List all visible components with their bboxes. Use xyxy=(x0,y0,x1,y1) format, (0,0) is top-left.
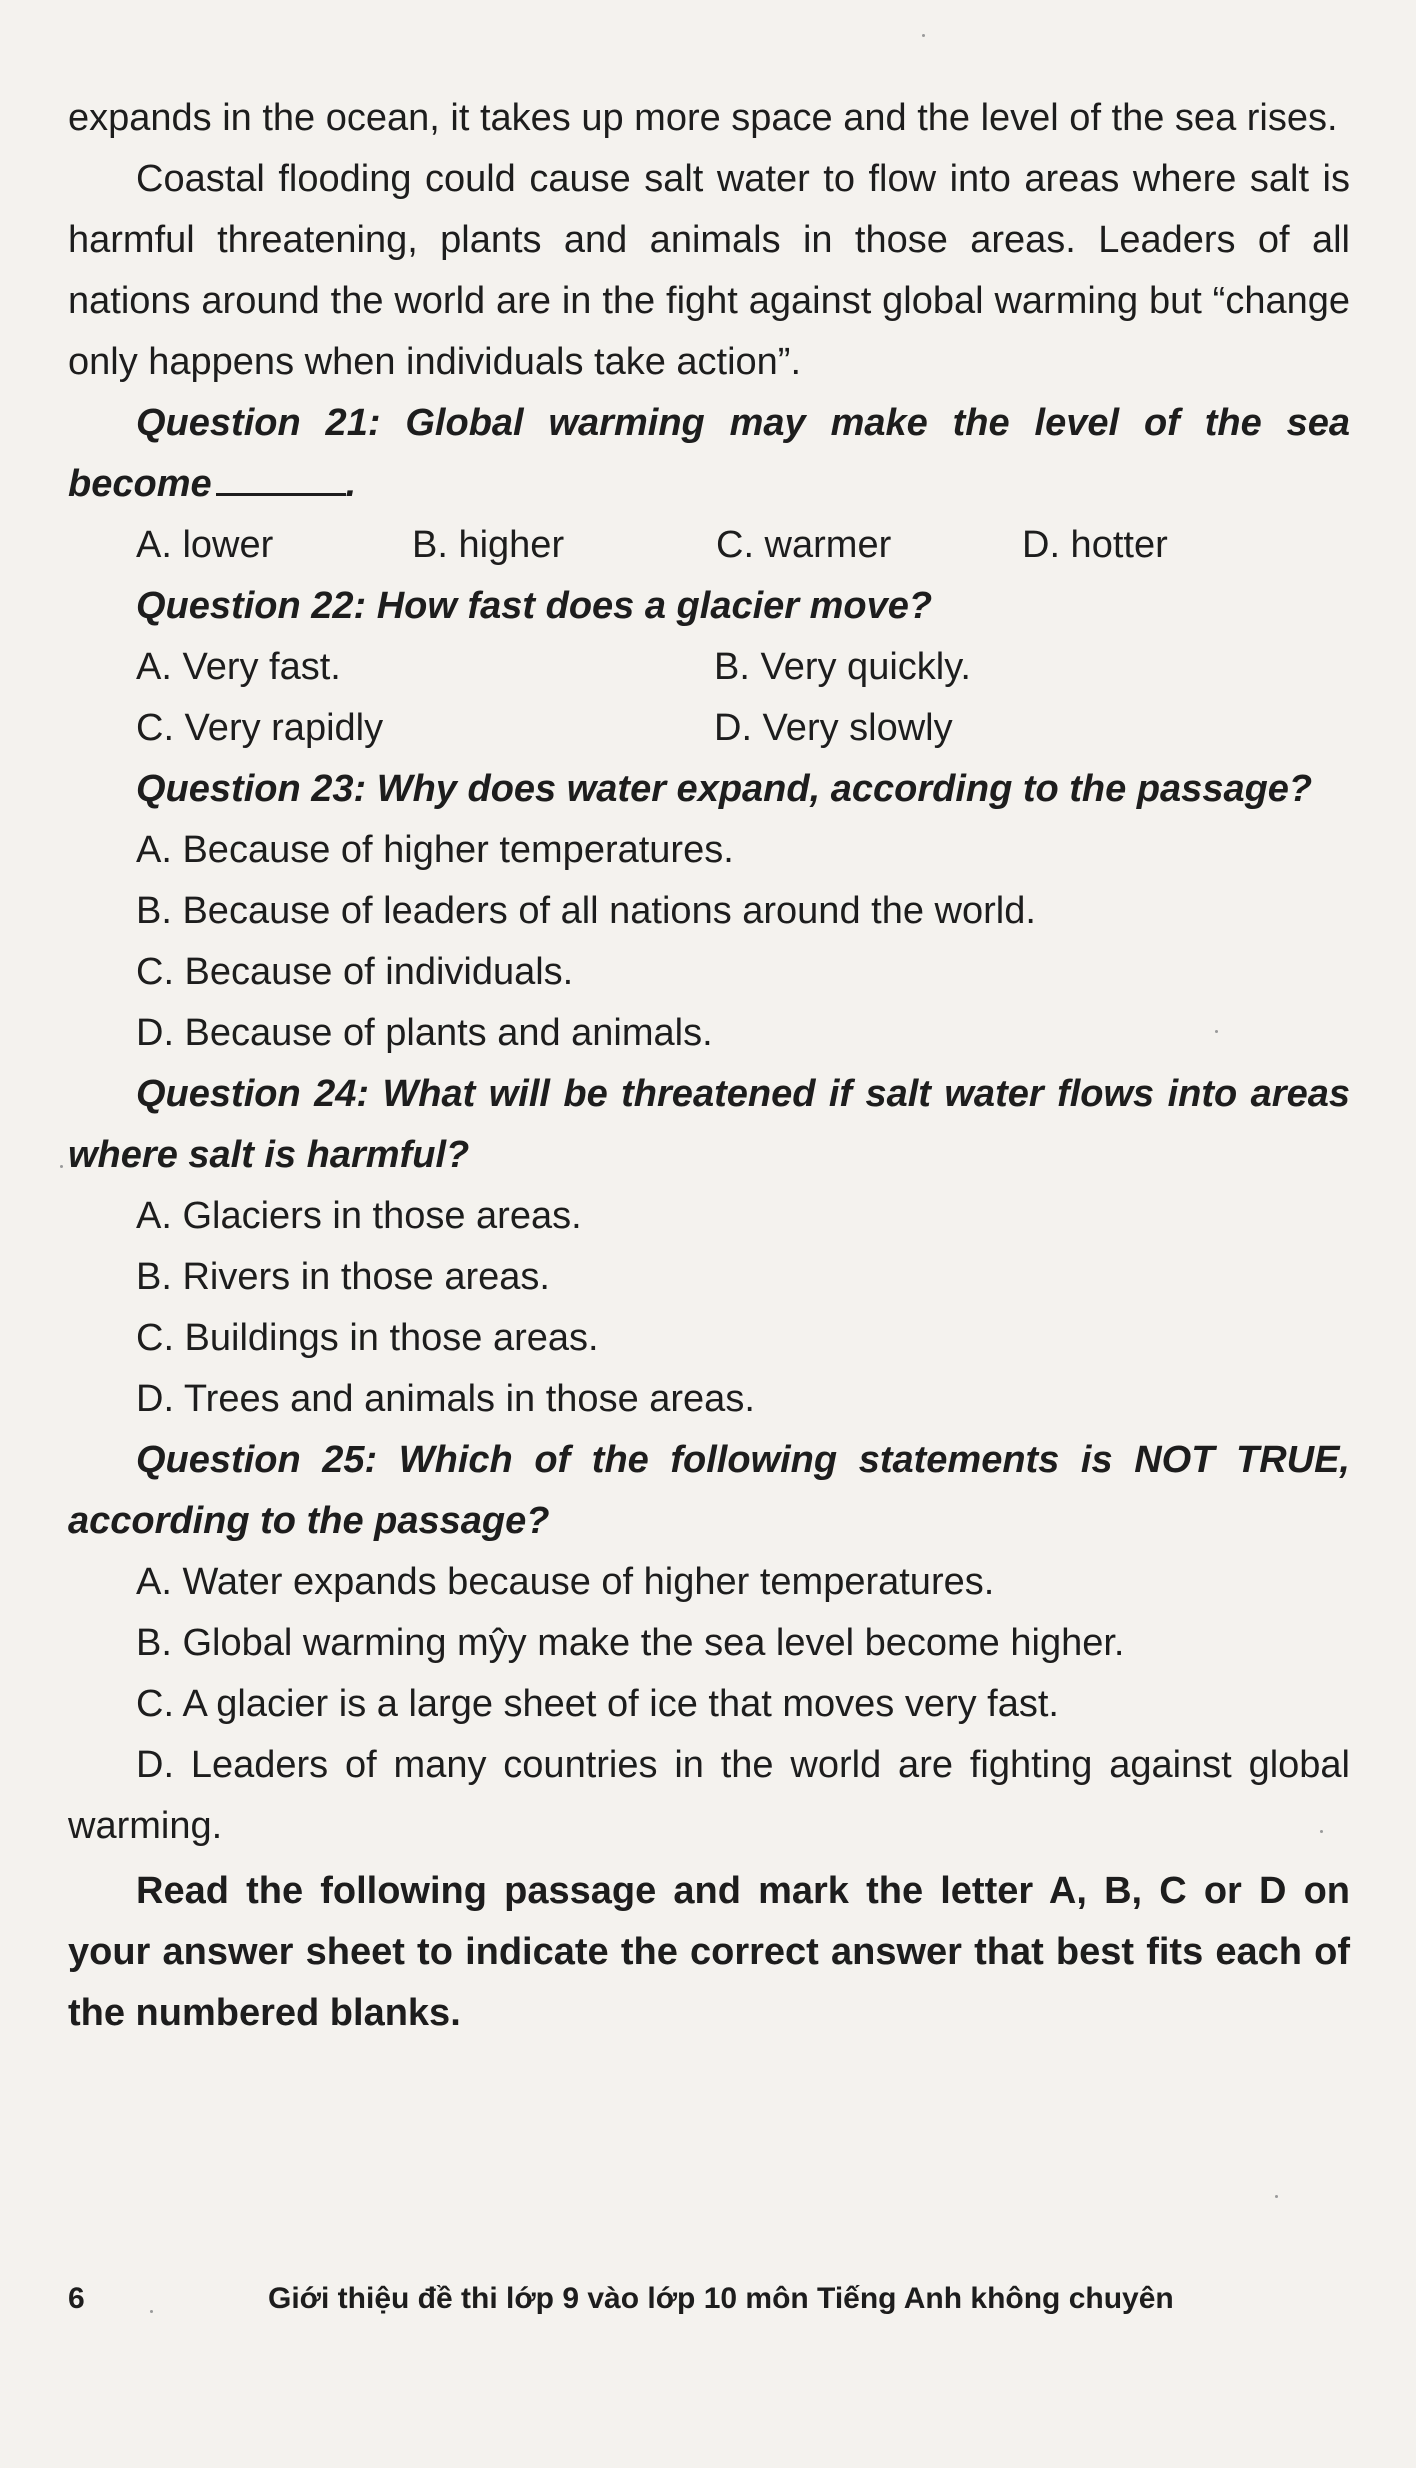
option-c: C. Because of individuals. xyxy=(136,951,574,993)
question-22-stem: Question 22: How fast does a glacier move? xyxy=(136,585,933,627)
option-c: C. warmer xyxy=(716,524,892,566)
section-instruction: Read the following passage and mark the letter A, B, C or D on your answer sheet to indicate the correct answer that best fits each of the numbered blanks. xyxy=(68,1870,1350,2034)
print-speck xyxy=(1275,2195,1278,2198)
option-b: B. Rivers in those areas. xyxy=(136,1256,550,1298)
option-a: A. Because of higher temperatures. xyxy=(136,829,734,871)
question-21-stem xyxy=(68,393,1350,515)
option-d: D. Because of plants and animals. xyxy=(136,1012,713,1054)
option-d: D. hotter xyxy=(1022,524,1168,566)
passage-paragraph-tail: expands in the ocean, it takes up more space and the level of the sea rises. xyxy=(68,97,1338,139)
question-22-options-row-2 xyxy=(68,698,1350,759)
option-d: D. Trees and animals in those areas. xyxy=(136,1378,755,1420)
option-a: A. Glaciers in those areas. xyxy=(136,1195,582,1237)
option-b: B. Because of leaders of all nations around the world. xyxy=(136,890,1036,932)
question-25-stem: Question 25: Which of the following statements is NOT TRUE, according to the passage? xyxy=(68,1439,1350,1542)
option-b: B. Very quickly. xyxy=(714,646,971,688)
option-d: D. Leaders of many countries in the world are fighting against global warming. xyxy=(68,1744,1350,1847)
page-footer xyxy=(68,2282,1308,2316)
print-speck xyxy=(1215,1030,1218,1033)
option-a: A. Very fast. xyxy=(136,646,341,688)
passage-paragraph: Coastal flooding could cause salt water to flow into areas where salt is harmful threatening, plants and animals in those areas. Leaders of all nations around the world are in the fight against global warming but “change only happens when individuals take action”. xyxy=(68,158,1350,383)
page-number: 6 xyxy=(68,2282,85,2315)
option-d: D. Very slowly xyxy=(714,707,953,749)
question-23-stem: Question 23: Why does water expand, according to the passage? xyxy=(136,768,1313,810)
answer-blank xyxy=(216,459,346,496)
question-21-period: . xyxy=(345,463,357,505)
print-speck xyxy=(150,2310,153,2313)
question-21-options xyxy=(68,515,1350,576)
option-b: B. higher xyxy=(412,524,565,566)
option-b: B. Global warming mŷy make the sea level become higher. xyxy=(136,1622,1125,1664)
option-c: C. A glacier is a large sheet of ice that moves very fast. xyxy=(136,1683,1059,1725)
book-title: Giới thiệu đề thi lớp 9 vào lớp 10 môn Tiếng Anh không chuyên xyxy=(268,2282,1174,2315)
question-24-stem: Question 24: What will be threatened if salt water flows into areas where salt is harmful? xyxy=(68,1073,1350,1176)
page-content xyxy=(68,88,1350,2044)
option-a: A. Water expands because of higher temperatures. xyxy=(136,1561,995,1603)
question-22-options-row-1 xyxy=(68,637,1350,698)
option-c: C. Buildings in those areas. xyxy=(136,1317,599,1359)
option-a: A. lower xyxy=(136,524,274,566)
question-21-text: Question 21: Global warming may make the level of the sea become xyxy=(68,402,1350,505)
option-c: C. Very rapidly xyxy=(136,707,384,749)
print-speck xyxy=(1320,1830,1323,1833)
print-speck xyxy=(60,1165,63,1168)
print-speck xyxy=(922,34,925,37)
